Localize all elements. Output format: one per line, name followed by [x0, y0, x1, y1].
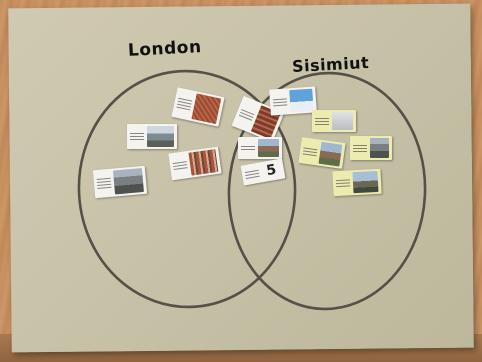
number-five: 5: [265, 161, 278, 180]
london-label: London: [127, 37, 203, 61]
sisimiut-label: Sisimiut: [291, 52, 370, 77]
photo-card: [269, 86, 317, 115]
photo-card: [93, 166, 147, 198]
photo-card: [312, 110, 356, 132]
photo-card: [238, 137, 282, 159]
photo-card: [350, 136, 392, 160]
photo-card: [332, 169, 381, 196]
photo-card: [127, 124, 177, 149]
